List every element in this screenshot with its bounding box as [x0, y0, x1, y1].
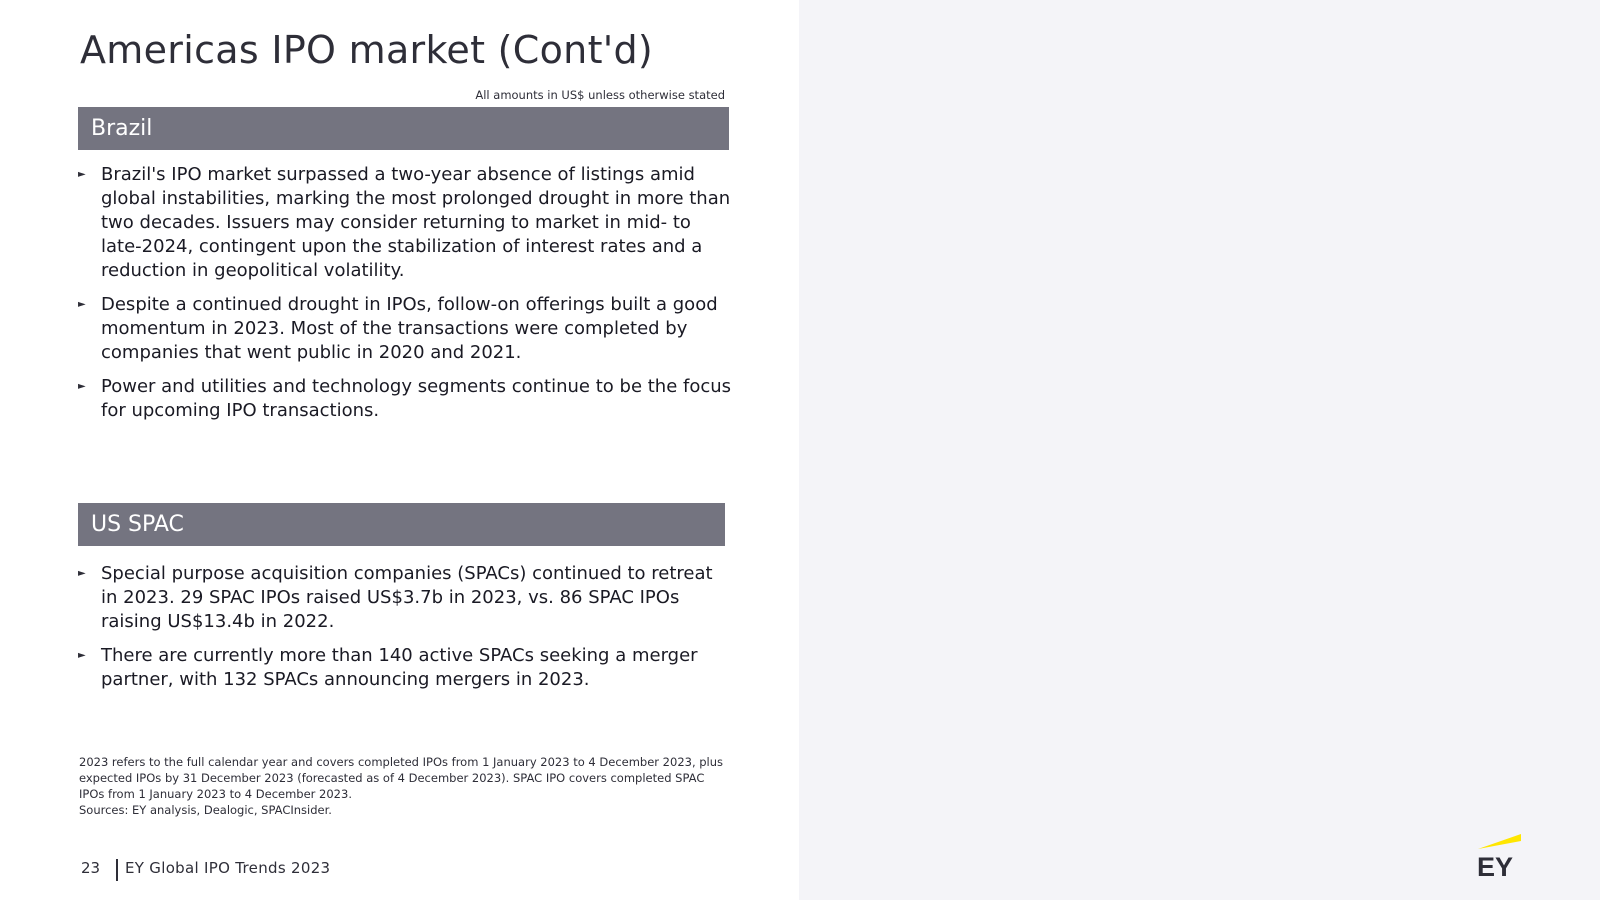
list-item: [78, 375, 733, 423]
page-title: Americas IPO market (Cont'd): [80, 28, 654, 72]
bullet-text: Despite a continued drought in IPOs, follow-on offerings built a good momentum in 2023. Most of the transactions were completed by companies that went public in 2020 and 2021.: [101, 294, 718, 363]
bullet-triangle-icon: ►: [78, 568, 86, 579]
ey-logo-beam: [1478, 834, 1521, 849]
bullet-text: Special purpose acquisition companies (SPACs) continued to retreat in 2023. 29 SPAC IPOs raised US$3.7b in 2023, vs. 86 SPAC IPOs raising US$13.4b in 2022.: [101, 563, 713, 632]
currency-note: All amounts in US$ unless otherwise stated: [475, 88, 725, 102]
bullet-triangle-icon: ►: [78, 650, 86, 661]
bullet-text: There are currently more than 140 active SPACs seeking a merger partner, with 132 SPACs announcing mergers in 2023.: [101, 645, 698, 690]
bullet-triangle-icon: ►: [78, 169, 86, 180]
footnote-text: 2023 refers to the full calendar year and covers completed IPOs from 1 January 2023 to 4 December 2023, plus expected IPOs by 31 December 2023 (forecasted as of 4 December 2023). SPAC IPO covers completed SPAC IPOs from 1 January 2023 to 4 December 2023.: [79, 755, 724, 801]
us-spac-section-header: US SPAC: [78, 503, 725, 546]
brazil-section-header: Brazil: [78, 107, 729, 150]
brazil-bullet-list: [78, 163, 733, 433]
ey-logo-icon: [1478, 832, 1522, 882]
us-spac-bullet-list: [78, 562, 733, 702]
footnote-sources: Sources: EY analysis, Dealogic, SPACInsider.: [79, 803, 332, 817]
list-item: [78, 562, 733, 634]
list-item: [78, 644, 733, 692]
bullet-triangle-icon: ►: [78, 381, 86, 392]
bullet-text: Power and utilities and technology segments continue to be the focus for upcoming IPO transactions.: [101, 376, 732, 421]
footnote: [79, 754, 729, 818]
ey-logo-text: EY: [1478, 852, 1514, 878]
list-item: [78, 163, 733, 283]
list-item: [78, 293, 733, 365]
page-number: 23: [81, 859, 101, 877]
bullet-triangle-icon: ►: [78, 299, 86, 310]
footer-divider: [116, 859, 118, 881]
bullet-text: Brazil's IPO market surpassed a two-year absence of listings amid global instabilities, marking the most prolonged drought in more than two decades. Issuers may consider returning to market in mid- to late-2024, contingent upon the stabilization of interest rates and a reduction in geopolitical volatility.: [101, 164, 731, 281]
footer-publication-title: EY Global IPO Trends 2023: [125, 859, 331, 877]
right-panel-background: [799, 0, 1600, 900]
